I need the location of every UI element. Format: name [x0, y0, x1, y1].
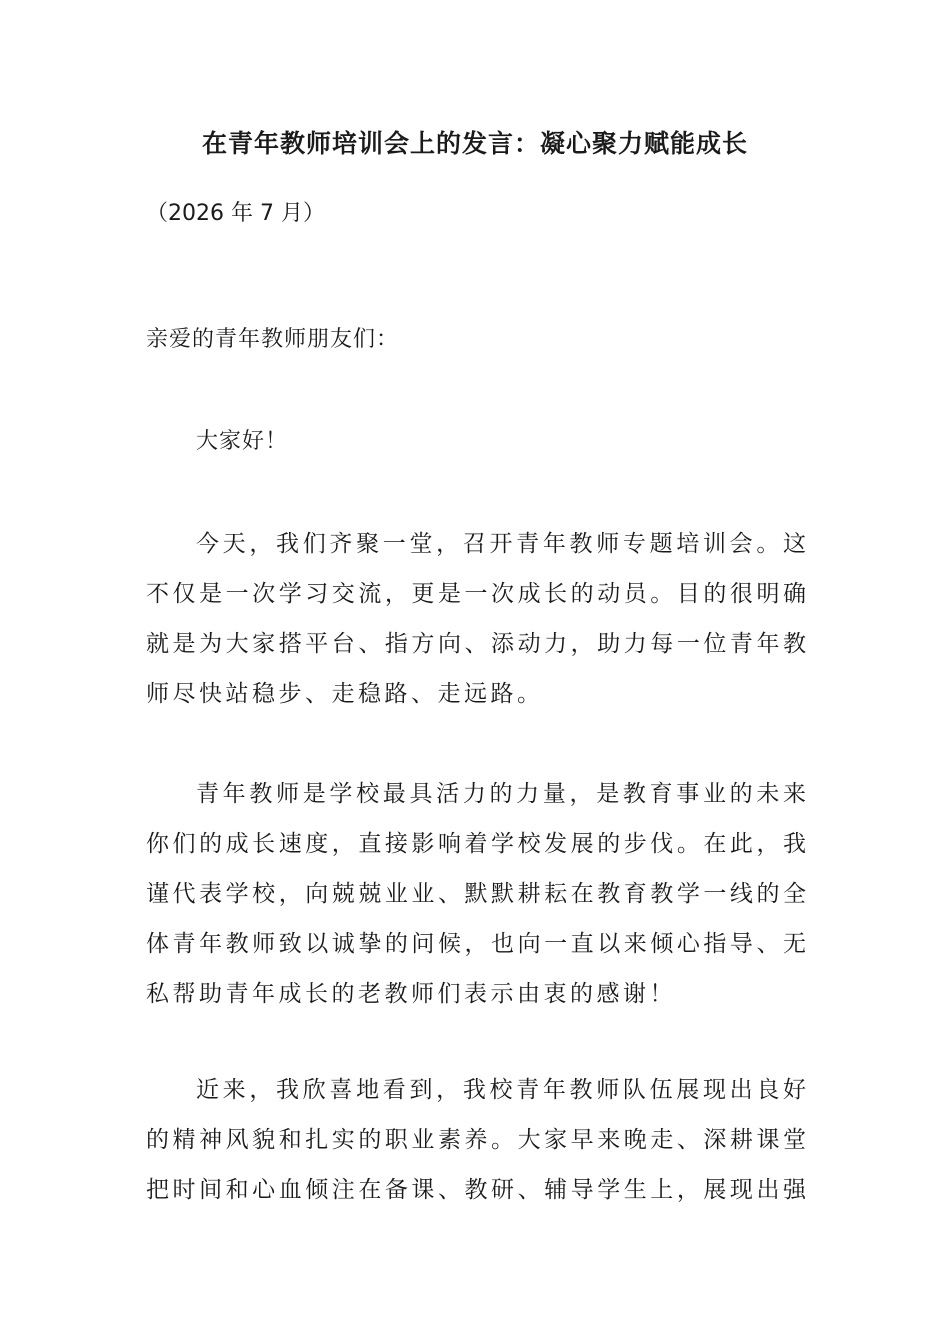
paragraph-line: 就是为大家搭平台、指方向、添动力，助力每一位青年教 — [146, 631, 806, 657]
paragraph-line: 师尽快站稳步、走稳路、走远路。 — [146, 681, 544, 707]
salutation: 亲爱的青年教师朋友们： — [146, 327, 400, 352]
document-title: 在青年教师培训会上的发言：凝心聚力赋能成长 — [201, 129, 748, 158]
paragraph-line: 把时间和心血倾注在备课、教研、辅导学生上，展现出强 — [146, 1177, 806, 1203]
paragraph-3 — [146, 1065, 806, 1215]
paragraph-line: 你们的成长速度，直接影响着学校发展的步伐。在此，我 — [146, 831, 806, 857]
paragraph-line: 的精神风貌和扎实的职业素养。大家早来晚走、深耕课堂 — [146, 1127, 806, 1153]
greeting: 大家好！ — [196, 429, 289, 454]
paragraph-line: 青年教师是学校最具活力的力量，是教育事业的未来 — [196, 781, 806, 807]
paragraph-line: 体青年教师致以诚挚的问候，也向一直以来倾心指导、无 — [146, 931, 806, 957]
document-date: （2026 年 7 月） — [146, 201, 325, 226]
paragraph-line: 近来，我欣喜地看到，我校青年教师队伍展现出良好 — [196, 1077, 806, 1103]
paragraph-1 — [146, 519, 806, 719]
paragraph-line: 私帮助青年成长的老教师们表示由衷的感谢！ — [146, 981, 676, 1007]
paragraph-2 — [146, 769, 806, 1019]
paragraph-line: 不仅是一次学习交流，更是一次成长的动员。目的很明确 — [146, 581, 806, 607]
paragraph-line: 谨代表学校，向兢兢业业、默默耕耘在教育教学一线的全 — [146, 881, 806, 907]
paragraph-line: 今天，我们齐聚一堂，召开青年教师专题培训会。这 — [196, 531, 806, 557]
